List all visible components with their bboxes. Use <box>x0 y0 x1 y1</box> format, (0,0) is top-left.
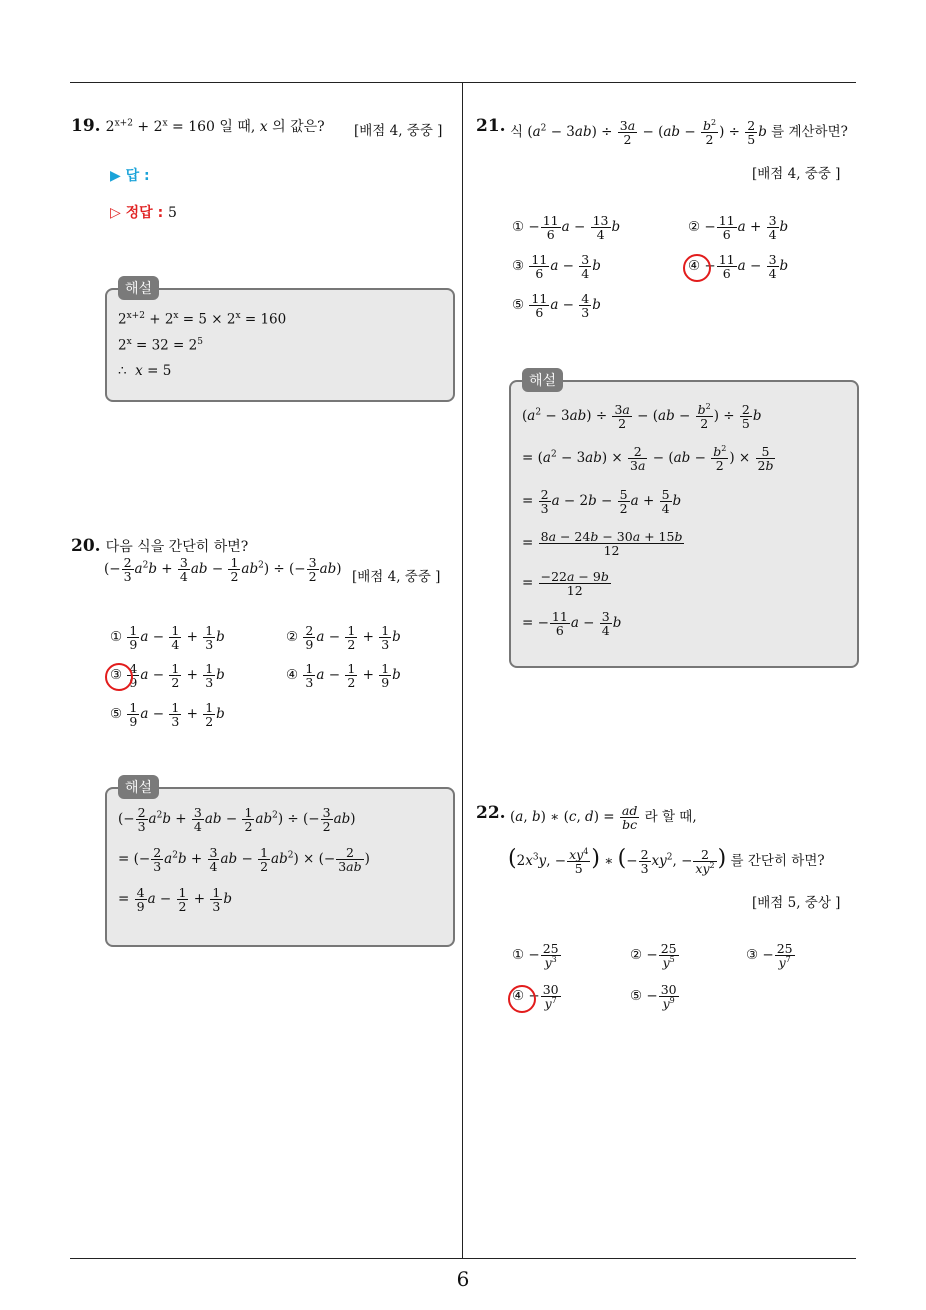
option-1[interactable]: ① $\frac{1}{9}$ a − $\frac{1}{4}$ + $\frac{1}{3}$ b <box>110 623 225 653</box>
option-4[interactable]: ④ $\frac{1}{3}$ a − $\frac{1}{2}$ + $\frac{1}{9}$ b <box>286 661 401 691</box>
question-number: 21. <box>476 116 506 136</box>
correct-answer <box>110 202 177 222</box>
option-2[interactable]: ② $\frac{2}{9}$ a − $\frac{1}{2}$ + $\frac{1}{3}$ b <box>286 623 401 653</box>
correct-answer-mark <box>683 254 711 282</box>
correct-label: ▷ 정답 : <box>110 205 164 221</box>
option-2[interactable]: ② − $\frac{25}{y^5}$ <box>630 941 677 971</box>
option-3[interactable]: ③ − $\frac{25}{y^7}$ <box>746 941 793 971</box>
solution-line-3: = $\frac{4}{9}$ a − $\frac{1}{2}$ + $\frac{1}{3}$ b <box>118 885 232 915</box>
correct-answer-mark <box>105 663 133 691</box>
answer-label: ▶ 답 : <box>110 168 150 184</box>
option-2[interactable]: ② − $\frac{11}{6}$ a + $\frac{3}{4}$ b <box>688 213 789 243</box>
option-3[interactable]: ③ $\frac{11}{6}$ a − $\frac{3}{4}$ b <box>512 252 601 282</box>
solution-line-1: $2^{x+2} + 2^x = 5 \times 2^x = 160$ <box>118 311 287 328</box>
solution-line-1: (− $\frac{2}{3}$ $a^2b$ + $\frac{3}{4}$ ab − $\frac{1}{2}$ $ab^2$) ÷ (− $\frac{3}{2}$ ab) <box>118 805 356 835</box>
question-21-text: 식 $(a^2 - 3ab)$ ÷ $\frac{3a}{2}$ − (ab − $\frac{b^2}{2}$ ) ÷ $\frac{2}{5}$ b 를 계산하면? <box>510 118 848 148</box>
top-rule <box>70 82 856 83</box>
solution-line-3: = $\frac{2}{3}$ a − 2b − $\frac{5}{2}$ a + $\frac{5}{4}$ b <box>522 487 682 517</box>
option-4[interactable]: ④ − $\frac{11}{6}$ a − $\frac{3}{4}$ b <box>688 252 789 282</box>
page-number: 6 <box>456 1267 470 1291</box>
solution-line-5: = $\frac{-22a - 9b}{12}$ <box>522 569 609 599</box>
score-label: [배점 4, 중중 ] <box>352 569 441 585</box>
question-text: $2^{x+2} + 2^x = 160$ 일 때, x 의 값은? <box>105 118 325 135</box>
solution-line-2: $2^x = 32 = 2^5$ <box>118 337 203 354</box>
score-label: [배점 5, 중상 ] <box>752 895 841 911</box>
solution-tag: 해설 <box>522 368 563 392</box>
bottom-rule <box>70 1258 856 1259</box>
option-5[interactable]: ⑤ − $\frac{30}{y^9}$ <box>630 982 677 1012</box>
question-number: 22. <box>476 803 506 823</box>
question-number: 20. <box>71 536 101 556</box>
option-1[interactable]: ① − $\frac{25}{y^3}$ <box>512 941 559 971</box>
question-22-line-1: (a, b) ∗ (c, d) = $\frac{ad}{bc}$ 라 할 때, <box>510 803 697 833</box>
solution-tag: 해설 <box>118 276 159 300</box>
question-22-line-2: ($2x^3y$, − $\frac{xy^4}{5}$ ) ∗ (− $\frac{2}{3}$ $xy^2$, − $\frac{2}{xy^2}$ ) 를 간단히 하면? <box>508 846 825 877</box>
column-divider <box>462 83 463 1259</box>
score-label: [배점 4, 중중 ] <box>354 123 443 139</box>
solution-line-2: = (− $\frac{2}{3}$ $a^2b$ + $\frac{3}{4}$ ab − $\frac{1}{2}$ $ab^2$) × (− $\frac{2}{3ab}$ ) <box>118 845 370 875</box>
option-1[interactable]: ① − $\frac{11}{6}$ a − $\frac{13}{4}$ b <box>512 213 621 243</box>
option-5[interactable]: ⑤ $\frac{11}{6}$ a − $\frac{4}{3}$ b <box>512 291 601 321</box>
solution-tag: 해설 <box>118 775 159 799</box>
option-5[interactable]: ⑤ $\frac{1}{9}$ a − $\frac{1}{3}$ + $\frac{1}{2}$ b <box>110 700 225 730</box>
solution-line-3: ∴ x = 5 <box>118 363 172 379</box>
solution-line-2: = $(a^2 - 3ab)$ × $\frac{2}{3a}$ − (ab − $\frac{b^2}{2}$ ) × $\frac{5}{2b}$ <box>522 444 774 474</box>
correct-answer-mark <box>508 985 536 1013</box>
option-4[interactable]: ④ − $\frac{30}{y^7}$ <box>512 982 559 1012</box>
question-text: 다음 식을 간단히 하면? <box>105 539 249 555</box>
solution-line-1: $(a^2 - 3ab)$ ÷ $\frac{3a}{2}$ − (ab − $\frac{b^2}{2}$ ) ÷ $\frac{2}{5}$ b <box>522 402 762 432</box>
option-3[interactable]: ③ $\frac{4}{9}$ a − $\frac{1}{2}$ + $\frac{1}{3}$ b <box>110 661 225 691</box>
question-expression: (− $\frac{2}{3}$ $a^2b$ + $\frac{3}{4}$ ab − $\frac{1}{2}$ $ab^2$) ÷ (− $\frac{3}{2}$ ab) <box>104 555 342 585</box>
correct-value: 5 <box>168 205 177 221</box>
question-20 <box>71 536 248 556</box>
question-number: 19. <box>71 116 101 136</box>
score-label: [배점 4, 중중 ] <box>752 166 841 182</box>
solution-line-6: = − $\frac{11}{6}$ a − $\frac{3}{4}$ b <box>522 609 622 639</box>
solution-line-4: = $\frac{8a - 24b - 30a + 15b}{12}$ <box>522 529 683 559</box>
